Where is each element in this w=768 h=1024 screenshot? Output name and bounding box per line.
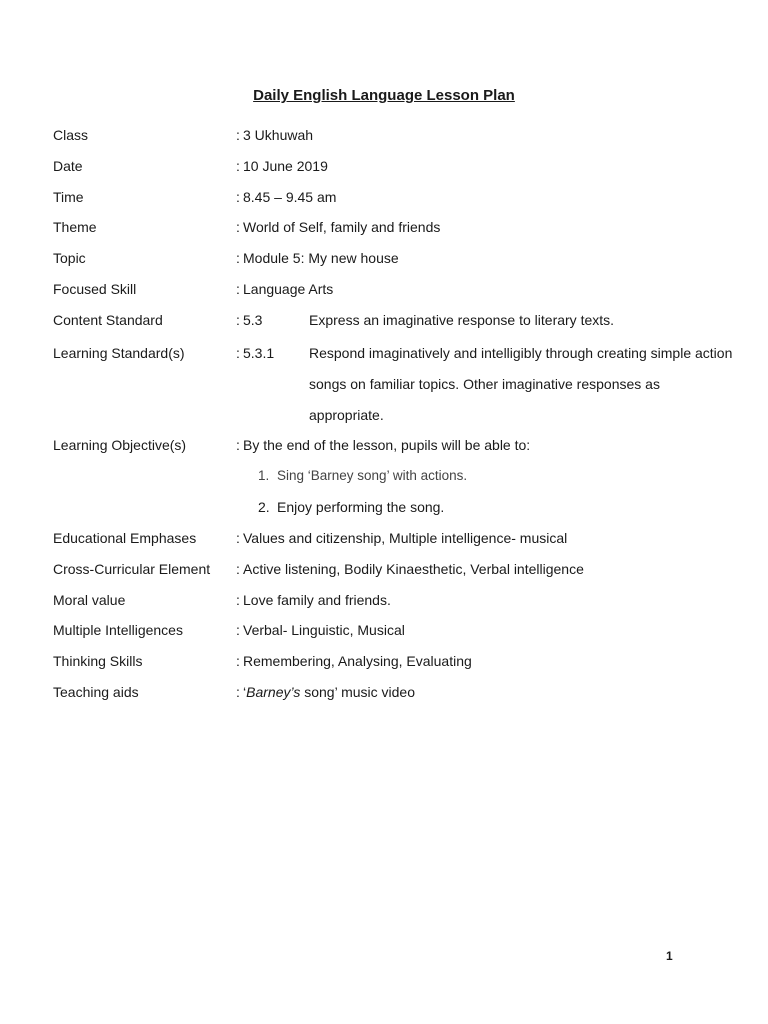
colon: : — [236, 345, 240, 361]
value-focused-skill: Language Arts — [243, 281, 334, 297]
colon: : — [236, 653, 240, 669]
label-class: Class — [53, 127, 89, 143]
objective-text: Enjoy performing the song. — [277, 499, 445, 515]
value-moral-value: Love family and friends. — [243, 592, 391, 608]
page-number: 1 — [666, 949, 673, 963]
content-standard-code: 5.3 — [243, 312, 263, 328]
colon: : — [236, 684, 240, 700]
learning-standard-description-line: appropriate. — [309, 407, 384, 423]
label-learning-standard: Learning Standard(s) — [53, 345, 185, 361]
label-educational-emphases: Educational Emphases — [53, 530, 197, 546]
value-teaching-aids — [243, 683, 415, 701]
value-educational-emphases: Values and citizenship, Multiple intelligence- musical — [243, 530, 568, 546]
colon: : — [236, 281, 240, 297]
colon: : — [236, 250, 240, 266]
value-theme: World of Self, family and friends — [243, 219, 441, 235]
label-date: Date — [53, 158, 83, 174]
label-content-standard: Content Standard — [53, 312, 163, 328]
label-moral-value: Moral value — [53, 592, 126, 608]
label-topic: Topic — [53, 250, 86, 266]
colon: : — [236, 561, 240, 577]
colon: : — [236, 158, 240, 174]
value-cross-curricular: Active listening, Bodily Kinaesthetic, Verbal intelligence — [243, 561, 584, 577]
objective-text: Sing ‘Barney song’ with actions. — [277, 468, 468, 483]
colon: : — [236, 312, 240, 328]
colon: : — [236, 437, 240, 453]
page-title: Daily English Language Lesson Plan — [253, 87, 515, 104]
teaching-aids-italic: Barney’s — [246, 684, 301, 700]
value-topic: Module 5: My new house — [243, 250, 399, 266]
colon: : — [236, 622, 240, 638]
teaching-aids-open-quote: ‘ — [243, 684, 247, 700]
value-thinking-skills: Remembering, Analysing, Evaluating — [243, 653, 472, 669]
colon: : — [236, 219, 240, 235]
objective-number: 1. — [258, 468, 270, 483]
label-focused-skill: Focused Skill — [53, 281, 137, 297]
colon: : — [236, 530, 240, 546]
label-multiple-intelligences: Multiple Intelligences — [53, 622, 183, 638]
colon: : — [236, 127, 240, 143]
label-cross-curricular: Cross-Curricular Element — [53, 561, 211, 577]
teaching-aids-rest: song’ music video — [300, 684, 415, 700]
colon: : — [236, 189, 240, 205]
learning-standard-description-line: Respond imaginatively and intelligibly through creating simple action — [309, 345, 733, 361]
value-date: 10 June 2019 — [243, 158, 328, 174]
label-learning-objective: Learning Objective(s) — [53, 437, 187, 453]
content-standard-description: Express an imaginative response to literary texts. — [309, 312, 615, 328]
label-thinking-skills: Thinking Skills — [53, 653, 143, 669]
value-class: 3 Ukhuwah — [243, 127, 314, 143]
value-time: 8.45 – 9.45 am — [243, 189, 337, 205]
value-multiple-intelligences: Verbal- Linguistic, Musical — [243, 622, 405, 638]
learning-standard-description-line: songs on familiar topics. Other imaginative responses as — [309, 376, 660, 392]
label-theme: Theme — [53, 219, 97, 235]
label-teaching-aids: Teaching aids — [53, 684, 139, 700]
objective-number: 2. — [258, 499, 270, 515]
value-learning-objective: By the end of the lesson, pupils will be able to: — [243, 437, 531, 453]
learning-standard-code: 5.3.1 — [243, 345, 275, 361]
colon: : — [236, 592, 240, 608]
label-time: Time — [53, 189, 84, 205]
